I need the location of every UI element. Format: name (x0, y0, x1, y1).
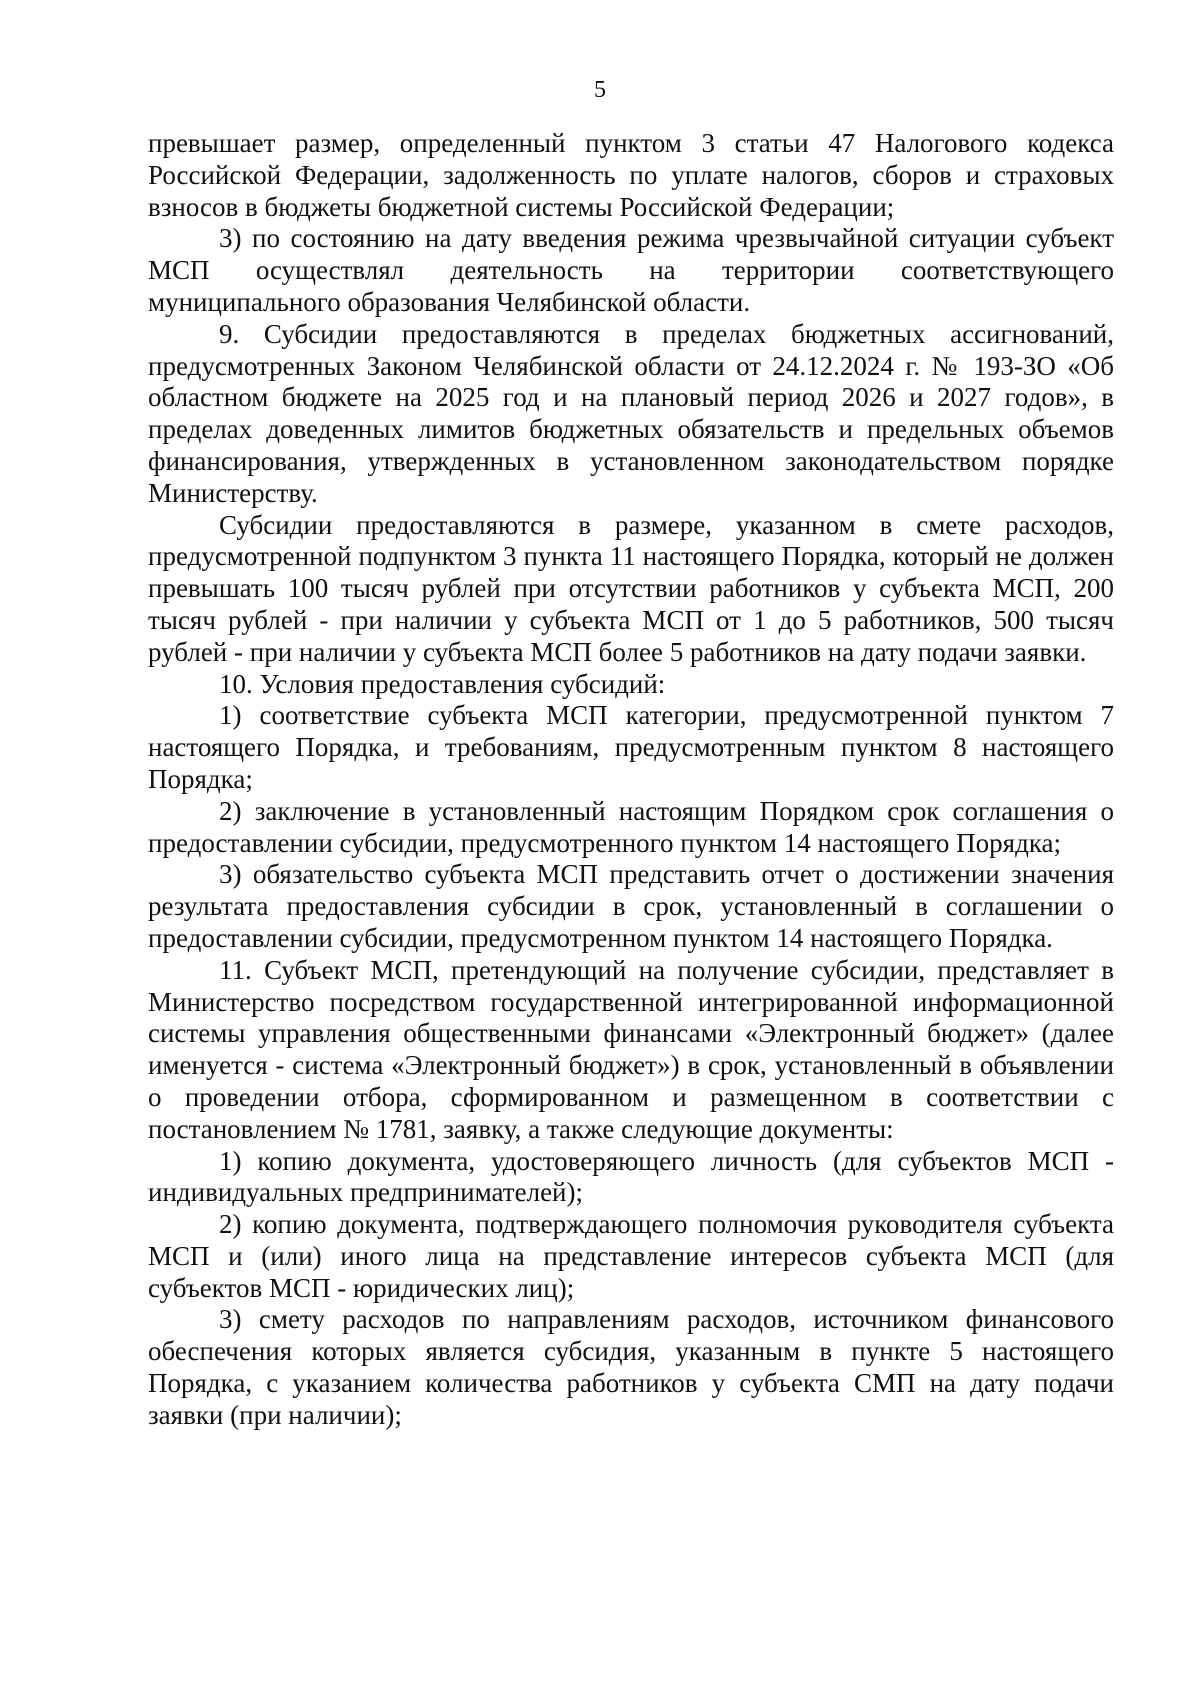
paragraph: 3) смету расходов по направлениям расходов, источником финансового обеспечения которых является субсидия, указанным в пункте 5 настоящего Порядка, с указанием количества работников у субъекта СМП на дату подачи заявки (при наличии); (148, 1304, 1114, 1430)
paragraph: Субсидии предоставляются в размере, указанном в смете расходов, предусмотренной подпунктом 3 пункта 11 настоящего Порядка, который не должен превышать 100 тысяч рублей при отсутствии работников у субъекта МСП, 200 тысяч рублей - при наличии у субъекта МСП от 1 до 5 работников, 500 тысяч рублей - при наличии у субъекта МСП более 5 работников на дату подачи заявки. (148, 509, 1114, 667)
paragraph: 2) заключение в установленный настоящим Порядком срок соглашения о предоставлении субсидии, предусмотренного пунктом 14 настоящего Порядка; (148, 795, 1114, 858)
document-body (148, 128, 1114, 1432)
paragraph: 10. Условия предоставления субсидий: (219, 668, 666, 699)
paragraph: 3) по состоянию на дату введения режима чрезвычайной ситуации субъект МСП осуществлял деятельность на территории соответствующего муниципального образования Челябинской области. (148, 223, 1114, 317)
paragraph: 1) соответствие субъекта МСП категории, предусмотренной пунктом 7 настоящего Порядка, и требованиям, предусмотренным пунктом 8 настоящего Порядка; (148, 700, 1114, 794)
paragraph: 3) обязательство субъекта МСП представить отчет о достижении значения результата предоставления субсидии в срок, установленный в соглашении о предоставлении субсидии, предусмотренном пунктом 14 настоящего Порядка. (148, 859, 1114, 953)
paragraph: 2) копию документа, подтверждающего полномочия руководителя субъекта МСП и (или) иного лица на представление интересов субъекта МСП (для субъектов МСП - юридических лиц); (148, 1209, 1114, 1303)
paragraph: 1) копию документа, удостоверяющего личность (для субъектов МСП - индивидуальных предпринимателей); (148, 1145, 1114, 1208)
page-number: 5 (594, 77, 606, 103)
paragraph: 9. Субсидии предоставляются в пределах бюджетных ассигнований, предусмотренных Законом Челябинской области от 24.12.2024 г. № 193-ЗО «Об областном бюджете на 2025 год и на плановый период 2026 и 2027 годов», в пределах доведенных лимитов бюджетных обязательств и предельных объемов финансирования, утвержденных в установленном законодательством порядке Министерству. (148, 318, 1114, 508)
paragraph: 11. Субъект МСП, претендующий на получение субсидии, представляет в Министерство посредством государственной интегрированной информационной системы управления общественными финансами «Электронный бюджет» (далее именуется - система «Электронный бюджет») в срок, установленный в объявлении о проведении отбора, сформированном и размещенном в соответствии с постановлением № 1781, заявку, а также следующие документы: (148, 954, 1114, 1144)
paragraph: превышает размер, определенный пунктом 3 статьи 47 Налогового кодекса Российской Федерации, задолженность по уплате налогов, сборов и страховых взносов в бюджеты бюджетной системы Российской Федерации; (148, 128, 1114, 222)
